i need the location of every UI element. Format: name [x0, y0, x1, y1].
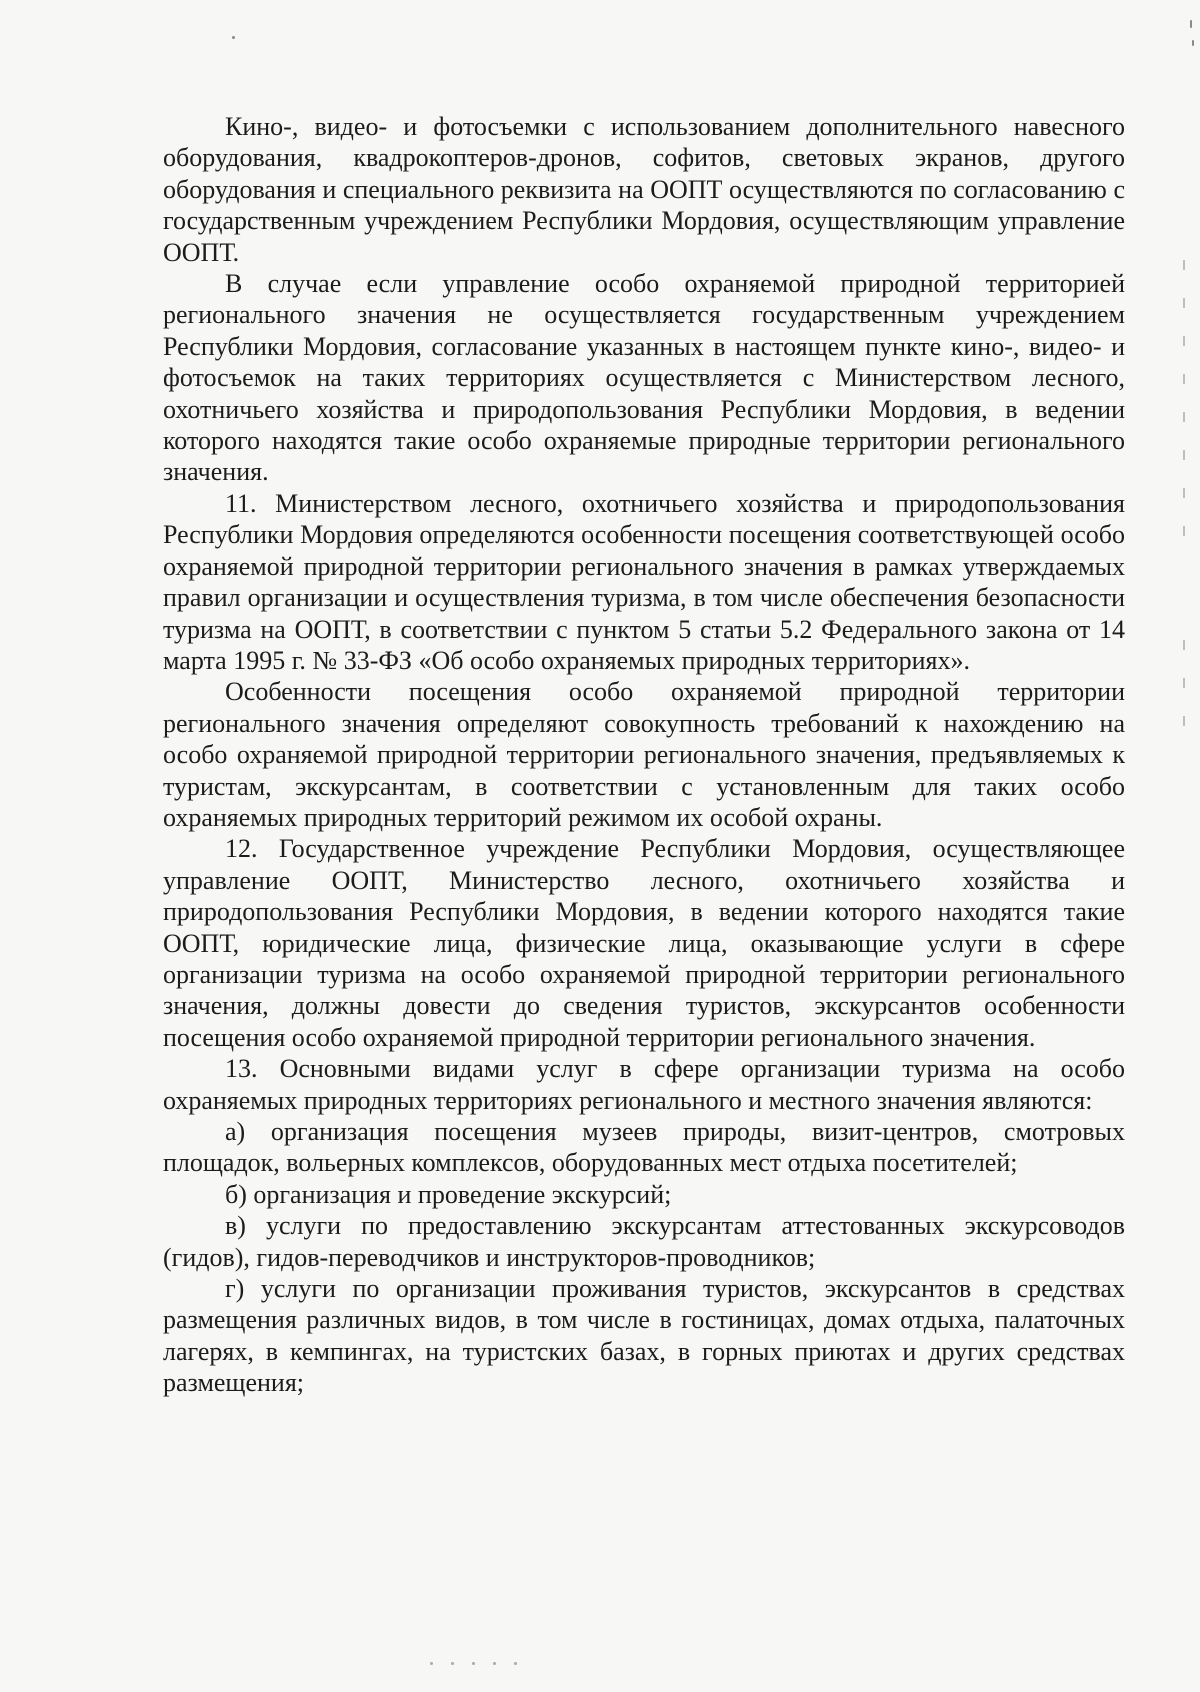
- list-item: в) услуги по предоставлению экскурсантам аттестованных экскурсоводов (гидов), гидов-переводчиков и инструкторов-проводников;: [163, 1211, 1125, 1272]
- document-body: [163, 111, 1125, 1399]
- list-item: а) организация посещения музеев природы, визит-центров, смотровых площадок, вольерных комплексов, оборудованных мест отдыха посетителей;: [163, 1117, 1125, 1178]
- paragraph: Кино-, видео- и фотосъемки с использованием дополнительного навесного оборудования, квадрокоптеров-дронов, софитов, световых экранов, другого оборудования и специального реквизита на ООПТ осуществляются по согласованию с государственным учреждением Республики Мордовия, осуществляющим управление ООПТ.: [163, 112, 1125, 267]
- list-item: г) услуги по организации проживания туристов, экскурсантов в средствах размещения различных видов, в том числе в гостиницах, домах отдыха, палаточных лагерях, в кемпингах, на туристских базах, в горных приютах и других средствах размещения;: [163, 1274, 1125, 1398]
- scan-edge-marks: [1183, 260, 1186, 564]
- paragraph: 12. Государственное учреждение Республики Мордовия, осуществляющее управление ООПТ, Министерство лесного, охотничьего хозяйства и природопользования Республики Мордовия, в ведении которого находятся такие ООПТ, юридические лица, физические лица, оказывающие услуги в сфере организации туризма на особо охраняемой природной территории регионального значения, должны довести до сведения туристов, экскурсантов особенности посещения особо охраняемой природной территории регионального значения.: [163, 834, 1125, 1052]
- scan-speck: [1190, 20, 1192, 28]
- scan-edge-marks: [1183, 640, 1186, 754]
- paragraph: Особенности посещения особо охраняемой природной территории регионального значения определяют совокупность требований к нахождению на особо охраняемой природной территории регионального значения, предъявляемых к туристам, экскурсантам, в соответствии с установленным для таких особо охраняемых природных территорий режимом их особой охраны.: [163, 677, 1125, 832]
- list-item: б) организация и проведение экскурсий;: [225, 1179, 672, 1209]
- paragraph: В случае если управление особо охраняемой природной территорией регионального значения не осуществляется государственным учреждением Республики Мордовия, согласование указанных в настоящем пункте кино-, видео- и фотосъемок на таких территориях осуществляется с Министерством лесного, охотничьего хозяйства и природопользования Республики Мордовия, в ведении которого находятся такие особо охраняемые природные территории регионального значения.: [163, 269, 1125, 487]
- paragraph: 11. Министерством лесного, охотничьего хозяйства и природопользования Республики Мордовия определяются особенности посещения соответствующей особо охраняемой природной территории регионального значения в рамках утверждаемых правил организации и осуществления туризма, в том числе обеспечения безопасности туризма на ООПТ, в соответствии с пунктом 5 статьи 5.2 Федерального закона от 14 марта 1995 г. № 33-ФЗ «Об особо охраняемых природных территориях».: [163, 488, 1125, 675]
- scan-dots: [430, 1652, 535, 1670]
- paragraph: 13. Основными видами услуг в сфере организации туризма на особо охраняемых природных территориях регионального и местного значения являются:: [163, 1054, 1125, 1115]
- scan-speck: [232, 36, 235, 39]
- scan-speck: [1192, 40, 1194, 46]
